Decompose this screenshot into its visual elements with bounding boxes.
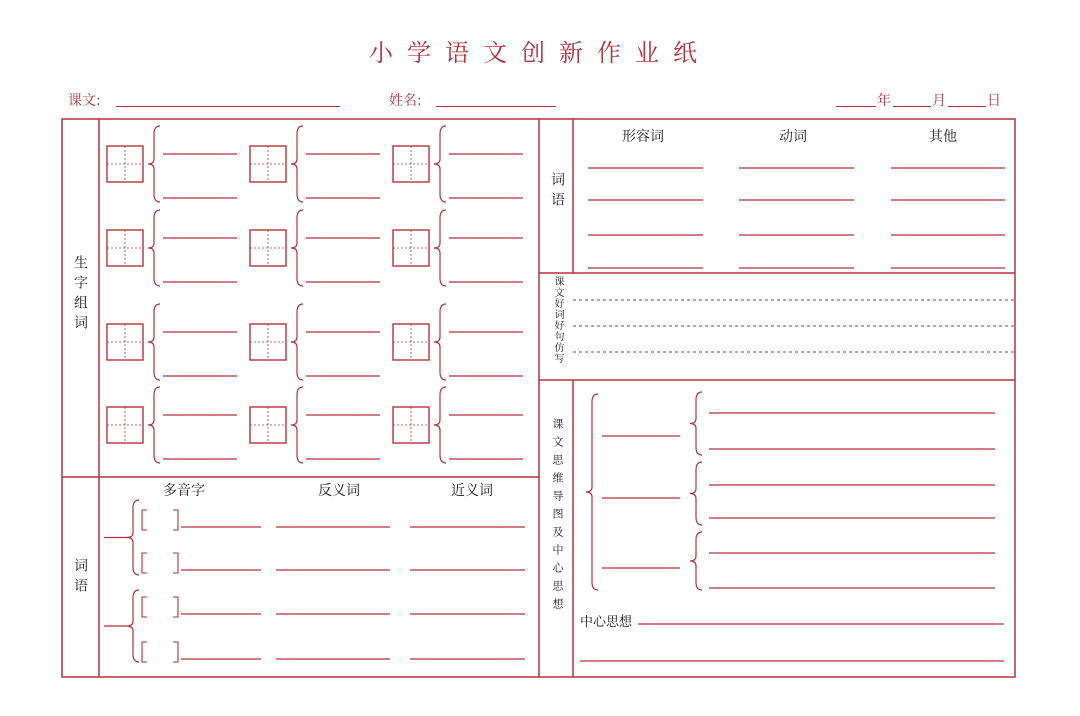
bracket-left	[142, 597, 147, 617]
name-label: 姓名:	[389, 93, 422, 109]
char-brace	[434, 126, 446, 202]
bracket-left	[142, 642, 147, 662]
mindmap-sub-brace	[690, 462, 702, 525]
char-brace	[434, 304, 446, 380]
mindmap-main-brace	[586, 394, 598, 590]
bracket-left	[142, 510, 147, 530]
bracket-left	[142, 553, 147, 573]
central-idea-label: 中心思想	[580, 615, 633, 630]
col-adjective: 形容词	[622, 129, 664, 145]
mindmap-section-label: 课文思维导图及中心思想	[551, 418, 564, 616]
bracket-right	[173, 642, 178, 662]
col-polyphonic: 多音字	[163, 483, 205, 499]
lesson-label: 课文:	[68, 93, 101, 109]
char-brace	[148, 387, 160, 463]
page-title: 小学语文创新作业纸	[369, 39, 711, 67]
right-word-section-label: 词语	[549, 172, 565, 212]
mindmap-sub-brace	[690, 532, 702, 590]
char-brace	[434, 387, 446, 463]
char-brace	[148, 210, 160, 286]
col-verb: 动词	[779, 129, 807, 145]
col-synonym: 近义词	[451, 483, 493, 499]
bracket-right	[173, 510, 178, 530]
char-brace	[291, 387, 303, 463]
day-label: 日	[987, 93, 1001, 109]
mindmap-sub-brace	[690, 392, 702, 455]
left-word-section-label: 词语	[72, 558, 88, 598]
char-brace	[291, 210, 303, 286]
col-other: 其他	[929, 129, 957, 145]
bracket-right	[173, 553, 178, 573]
char-brace	[148, 126, 160, 202]
bracket-right	[173, 597, 178, 617]
char-brace	[291, 126, 303, 202]
group-brace	[127, 590, 139, 662]
char-brace	[148, 304, 160, 380]
month-label: 月	[932, 93, 946, 109]
char-brace	[434, 210, 446, 286]
group-brace	[127, 500, 139, 575]
col-antonym: 反义词	[318, 483, 360, 499]
sentence-section-label: 课文好词好句仿写	[552, 276, 563, 364]
char-brace	[291, 304, 303, 380]
char-section-label: 生字组词	[72, 255, 88, 335]
year-label: 年	[877, 93, 891, 109]
